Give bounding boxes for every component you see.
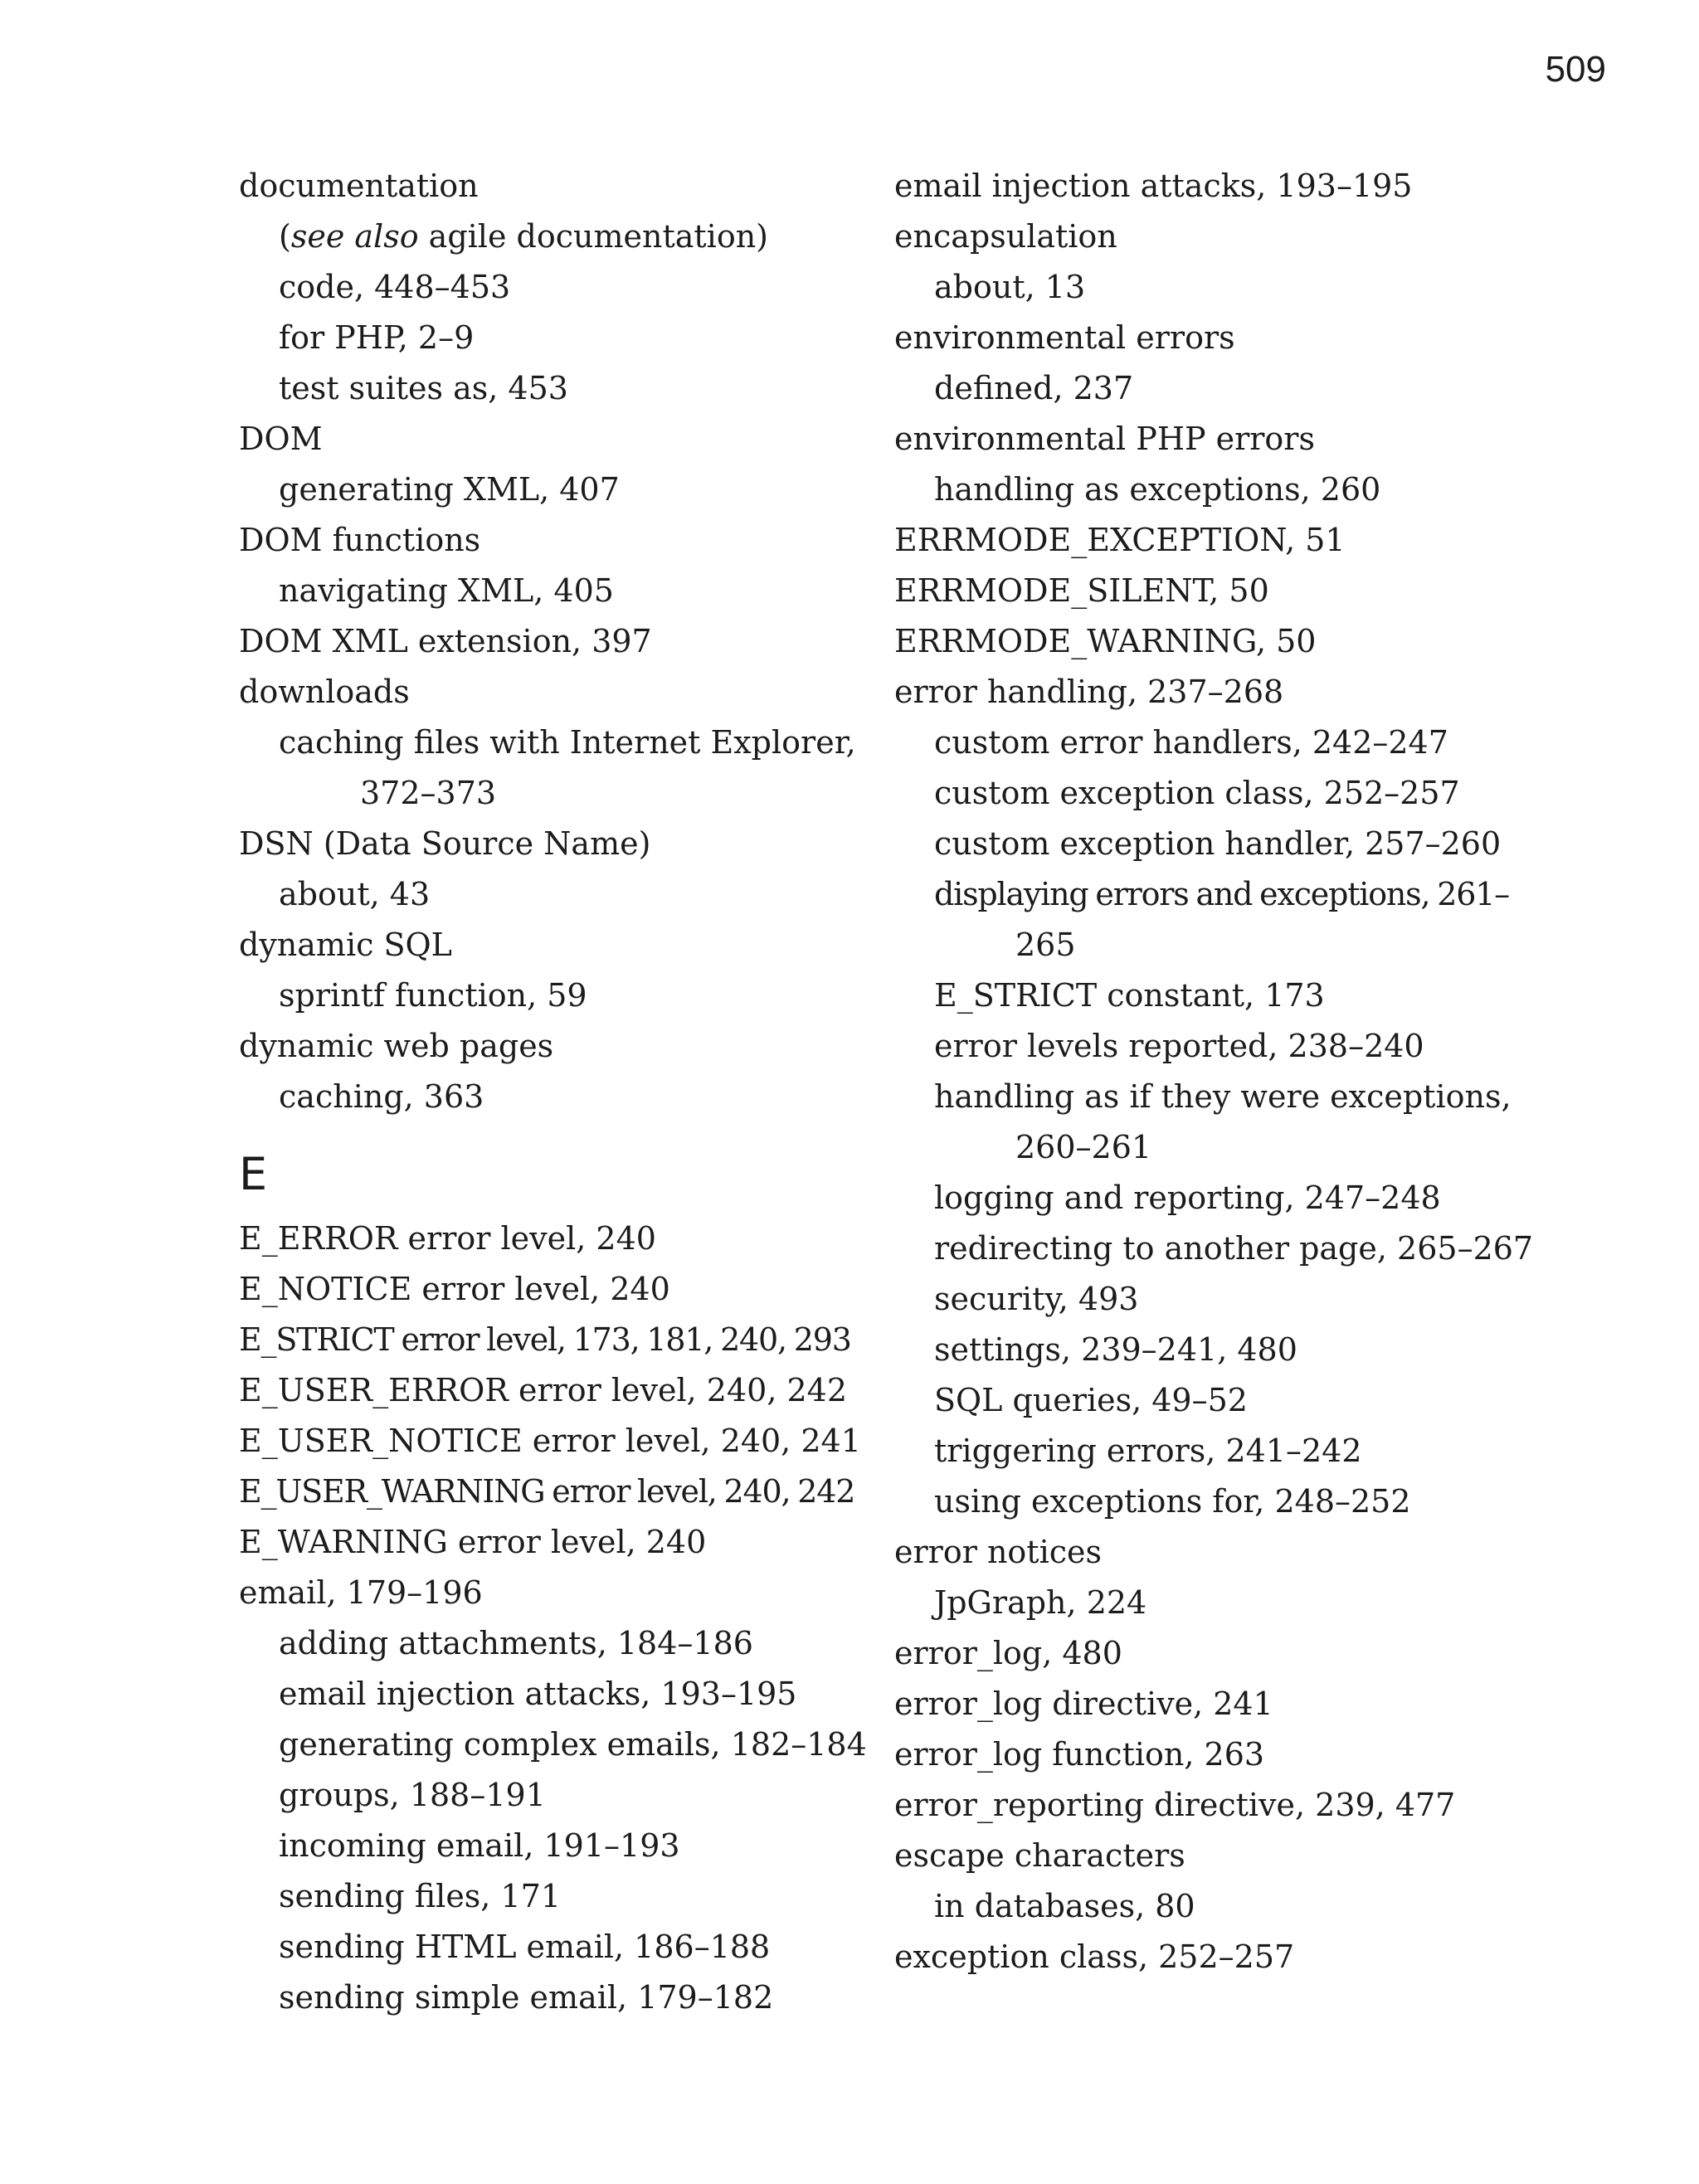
index-entry: DSN (Data Source Name) bbox=[239, 825, 651, 862]
index-subentry: E_STRICT constant, 173 bbox=[934, 977, 1325, 1014]
index-entry: environmental errors bbox=[894, 319, 1235, 356]
index-subentry: code, 448–453 bbox=[279, 269, 511, 305]
index-entry: exception class, 252–257 bbox=[894, 1938, 1295, 1975]
index-entry: error_log directive, 241 bbox=[894, 1685, 1273, 1722]
index-entry: ERRMODE_WARNING, 50 bbox=[894, 623, 1317, 659]
index-subentry: test suites as, 453 bbox=[279, 370, 568, 406]
index-column-right bbox=[894, 161, 1534, 1982]
index-subentry: sprintf function, 59 bbox=[279, 977, 587, 1014]
index-entry: email injection attacks, 193–195 bbox=[894, 168, 1413, 204]
index-entries-d bbox=[239, 161, 869, 1122]
index-entry: E_USER_ERROR error level, 240, 242 bbox=[239, 1372, 848, 1408]
index-entry: E_NOTICE error level, 240 bbox=[239, 1271, 670, 1307]
index-subentry: sending files, 171 bbox=[279, 1878, 561, 1914]
section-heading-e: E bbox=[239, 1148, 268, 1200]
index-entry: error handling, 237–268 bbox=[894, 674, 1284, 710]
index-entry: escape characters bbox=[894, 1837, 1185, 1874]
index-entry: downloads bbox=[239, 674, 410, 710]
index-subentry: in databases, 80 bbox=[934, 1888, 1195, 1924]
index-subentry: generating XML, 407 bbox=[279, 471, 620, 508]
index-subentry: displaying errors and exceptions, 261– bbox=[934, 876, 1509, 912]
index-entry: E_ERROR error level, 240 bbox=[239, 1220, 656, 1257]
index-entry-continuation: 265 bbox=[1015, 927, 1076, 963]
index-subentry: sending HTML email, 186–188 bbox=[279, 1929, 771, 1965]
index-subentry: about, 13 bbox=[934, 269, 1086, 305]
index-entry: DOM bbox=[239, 421, 323, 457]
index-subentry: groups, 188–191 bbox=[279, 1777, 546, 1813]
index-subentry: error levels reported, 238–240 bbox=[934, 1028, 1424, 1064]
index-subentry: logging and reporting, 247–248 bbox=[934, 1180, 1441, 1216]
index-entries-e-continued bbox=[894, 161, 1534, 1982]
see-also-open: ( bbox=[279, 218, 291, 255]
index-entry: error_log function, 263 bbox=[894, 1736, 1265, 1773]
index-entry: encapsulation bbox=[894, 218, 1117, 255]
index-entry: ERRMODE_EXCEPTION, 51 bbox=[894, 522, 1346, 558]
index-subentry: custom error handlers, 242–247 bbox=[934, 724, 1448, 761]
index-subentry: for PHP, 2–9 bbox=[279, 319, 475, 356]
index-column-left bbox=[239, 161, 869, 2023]
index-subentry: incoming email, 191–193 bbox=[279, 1827, 680, 1864]
index-entry: DOM XML extension, 397 bbox=[239, 623, 652, 659]
index-entry: ERRMODE_SILENT, 50 bbox=[894, 572, 1269, 609]
index-subentry: handling as exceptions, 260 bbox=[934, 471, 1381, 508]
index-subentry: handling as if they were exceptions, bbox=[934, 1078, 1512, 1115]
index-subentry: custom exception class, 252–257 bbox=[934, 775, 1460, 811]
index-entry: environmental PHP errors bbox=[894, 421, 1315, 457]
index-subentry: defined, 237 bbox=[934, 370, 1134, 406]
index-subentry: navigating XML, 405 bbox=[279, 572, 614, 609]
index-subentry: SQL queries, 49–52 bbox=[934, 1382, 1248, 1418]
index-subentry: using exceptions for, 248–252 bbox=[934, 1483, 1411, 1520]
see-also-target: agile documentation) bbox=[418, 218, 768, 255]
index-entry-continuation: 260–261 bbox=[1015, 1129, 1152, 1165]
index-subentry: JpGraph, 224 bbox=[934, 1584, 1147, 1621]
index-entry: E_WARNING error level, 240 bbox=[239, 1524, 707, 1560]
index-subentry: security, 493 bbox=[934, 1281, 1139, 1317]
index-subentry: email injection attacks, 193–195 bbox=[279, 1676, 797, 1712]
index-entry: E_STRICT error level, 173, 181, 240, 293 bbox=[239, 1321, 851, 1358]
index-subentry: adding attachments, 184–186 bbox=[279, 1625, 753, 1661]
index-entry: error_log, 480 bbox=[894, 1635, 1122, 1671]
index-entry: dynamic SQL bbox=[239, 927, 452, 963]
see-also-label: see also bbox=[290, 218, 419, 255]
index-subentry: about, 43 bbox=[279, 876, 431, 912]
index-entry: documentation bbox=[239, 168, 479, 204]
index-subentry: caching files with Internet Explorer, bbox=[279, 724, 856, 761]
index-entries-e bbox=[239, 1214, 869, 2023]
index-entry: DOM functions bbox=[239, 522, 481, 558]
index-entry: email, 179–196 bbox=[239, 1574, 483, 1611]
page-number: 509 bbox=[1545, 49, 1606, 90]
index-entry: error_reporting directive, 239, 477 bbox=[894, 1787, 1456, 1823]
index-subentry bbox=[239, 212, 869, 262]
index-subentry: generating complex emails, 182–184 bbox=[279, 1726, 867, 1763]
index-entry: E_USER_NOTICE error level, 240, 241 bbox=[239, 1423, 861, 1459]
index-entry-continuation: 372–373 bbox=[360, 775, 497, 811]
index-subentry: settings, 239–241, 480 bbox=[934, 1331, 1297, 1368]
index-entry: E_USER_WARNING error level, 240, 242 bbox=[239, 1473, 855, 1510]
index-entry: error notices bbox=[894, 1534, 1102, 1570]
index-subentry: redirecting to another page, 265–267 bbox=[934, 1230, 1534, 1267]
index-subentry: sending simple email, 179–182 bbox=[279, 1979, 774, 2016]
index-entry: dynamic web pages bbox=[239, 1028, 554, 1064]
index-subentry: caching, 363 bbox=[279, 1078, 484, 1115]
index-subentry: triggering errors, 241–242 bbox=[934, 1432, 1362, 1469]
index-subentry: custom exception handler, 257–260 bbox=[934, 825, 1502, 862]
